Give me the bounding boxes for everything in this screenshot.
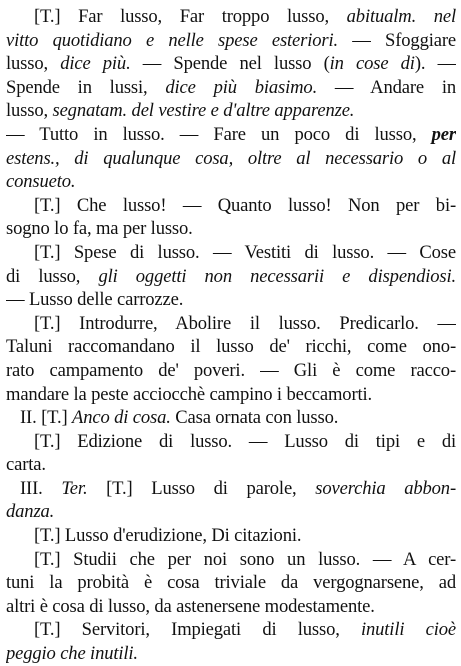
text-run: lusso, — [6, 53, 61, 75]
text-line — [6, 453, 456, 477]
text-line — [6, 335, 456, 359]
text-run: inutili cioè — [360, 619, 456, 641]
text-run: estens., di qualunque cosa, oltre al necessario o al — [6, 147, 456, 169]
text-line — [6, 406, 456, 430]
text-line — [6, 312, 456, 336]
text-line — [6, 642, 456, 666]
text-run: II. [T.] — [20, 407, 72, 429]
text-run: [T.] Servitori, Impiegati di lusso, — [34, 619, 361, 641]
text-run: vitto quotidiano e nelle spese esteriori. — [6, 29, 339, 51]
text-run: — Spende nel lusso ( — [130, 53, 330, 75]
text-line — [6, 217, 456, 241]
text-run: abitualm. nel — [346, 6, 456, 27]
text-line — [6, 76, 456, 100]
text-line — [6, 52, 456, 76]
text-run: di lusso, — [6, 265, 99, 287]
text-run: dice più. — [60, 53, 131, 75]
text-run: gli oggetti non necessarii e dispendiosi. — [98, 265, 456, 287]
text-run: Anco di cosa. — [72, 407, 171, 429]
text-line — [6, 5, 456, 29]
text-run: mandare la peste acciocchè campino i beccamorti. — [6, 383, 373, 405]
text-run: altri è cosa di lusso, da astenersene modestamente. — [6, 595, 375, 617]
text-run: in cose di — [329, 53, 415, 75]
text-run: — Tutto in lusso. — Fare un poco di lusso, — [6, 123, 432, 145]
text-run: [T.] Introdurre, Abolire il lusso. Predicarlo. — — [34, 312, 456, 334]
text-line — [6, 500, 456, 524]
entry-text — [6, 5, 456, 666]
text-run: III. — [20, 477, 62, 499]
text-run: soverchia abbon- — [315, 477, 456, 499]
text-run: peggio che inutili. — [6, 643, 138, 665]
text-run: danza. — [6, 501, 55, 523]
text-line — [6, 430, 456, 454]
text-line — [6, 170, 456, 194]
text-line — [6, 524, 456, 548]
text-line — [6, 123, 456, 147]
text-line — [6, 477, 456, 501]
text-line — [6, 548, 456, 572]
text-run: carta. — [6, 454, 46, 476]
text-line — [6, 383, 456, 407]
text-line — [6, 359, 456, 383]
text-line — [6, 288, 456, 312]
text-line — [6, 241, 456, 265]
text-line — [6, 147, 456, 171]
text-line — [6, 99, 456, 123]
text-run: Casa ornata con lusso. — [170, 407, 339, 429]
text-line — [6, 194, 456, 218]
text-run: [T.] Far lusso, Far troppo lusso, — [34, 6, 347, 27]
text-run: dice più biasimo. — [165, 76, 318, 98]
text-run: per — [431, 123, 456, 145]
text-line — [6, 265, 456, 289]
text-run: sogno lo fa, ma per lusso. — [6, 218, 193, 240]
text-run: — Lusso delle carrozze. — [6, 289, 184, 311]
text-run: segnatam. del vestire e d'altre apparenze. — [52, 100, 355, 122]
text-line — [6, 571, 456, 595]
text-line — [6, 595, 456, 619]
text-run: [T.] Lusso di parole, — [87, 477, 316, 499]
text-run: Ter. — [61, 477, 88, 499]
text-run: — Sfoggiare — [338, 29, 456, 51]
text-run: [T.] Lusso d'erudizione, Di citazioni. — [34, 525, 302, 547]
text-run: — Andare in — [317, 76, 456, 98]
text-run: lusso, — [6, 100, 53, 122]
text-run: Spende in lussi, — [6, 76, 166, 98]
text-line — [6, 29, 456, 53]
text-run: [T.] Studii che per noi sono un lusso. — A cer- — [34, 548, 456, 570]
text-run: [T.] Che lusso! — Quanto lusso! Non per bi- — [34, 194, 456, 216]
text-run: Taluni raccomandano il lusso de' ricchi, come ono- — [6, 336, 456, 358]
text-line — [6, 618, 456, 642]
text-run: tuni la probità è cosa triviale da vergognarsene, ad — [6, 572, 456, 594]
text-run: [T.] Edizione di lusso. — Lusso di tipi e di — [34, 430, 456, 452]
text-run: rato campamento de' poveri. — Gli è come racco- — [6, 359, 456, 381]
text-run: ). — — [414, 53, 456, 75]
text-run: [T.] Spese di lusso. — Vestiti di lusso. — Cose — [34, 241, 456, 263]
text-run: consueto. — [6, 171, 76, 193]
